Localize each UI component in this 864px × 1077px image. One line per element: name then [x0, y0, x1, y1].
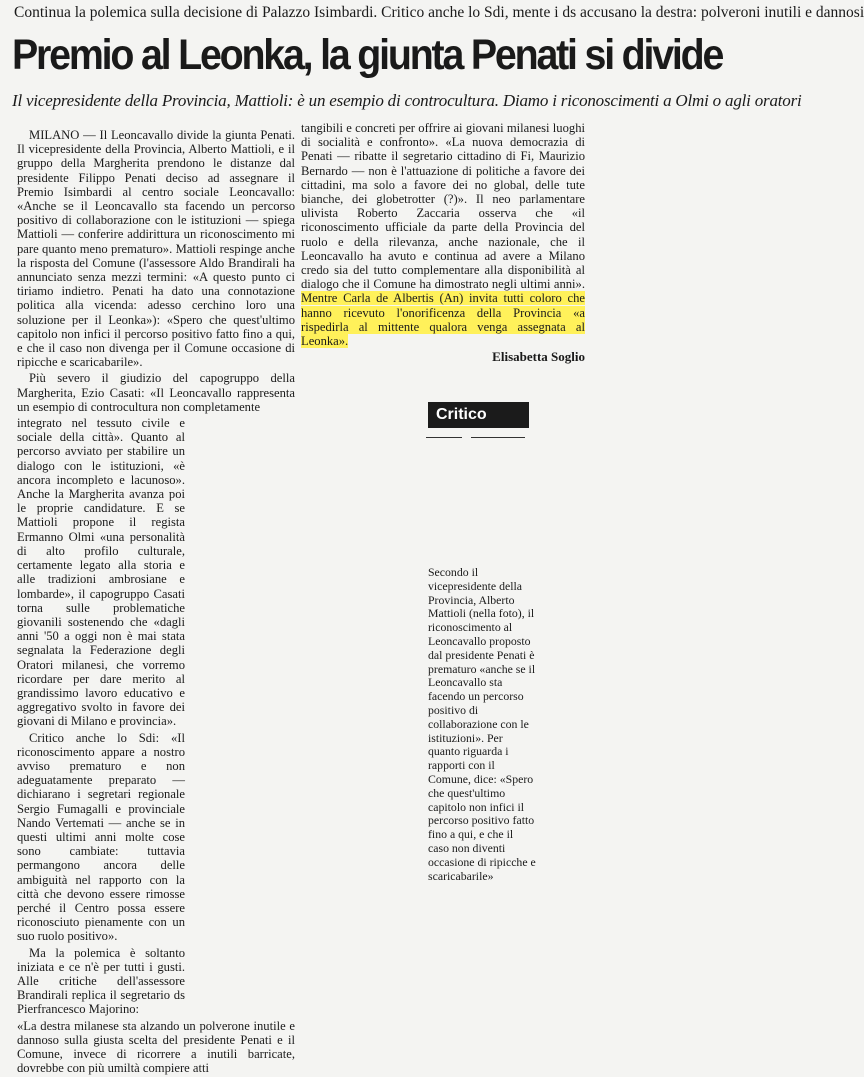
headline: Premio al Leonka, la giunta Penati si divide [12, 31, 723, 79]
paragraph: tangibili e concreti per offrire ai giovani milanesi luoghi di socialità e confronto». «La nuova democrazia di Penati — ribatte il segretario cittadino di Fi, Maurizio Bernardo — non è l'attuazione di politiche a favore dei cittadini, ma solo a favore dei no global, delle tute bianche, dei globetrotter (?)». Il neo parlamentare ulivista Roberto Zaccaria osserva che «il riconoscimento ufficiale da parte della Provincia del ruolo e della rilevanza, anche nazionale, che il Leoncavallo ha avuto e continua ad avere a Milano credo sia del tutto complementare alla disponibilità al dialogo che il Comune ha dimostrato negli ultimi anni». [301, 121, 585, 292]
photo-placeholder [380, 450, 778, 560]
article-column-2 [301, 121, 585, 364]
highlighted-text: Mentre Carla de Albertis (An) invita tutti coloro che hanno ricevuto l'onorificenza della Provincia «a rispedirla al mittente qualora venga assegnata al Leonka». [301, 291, 585, 349]
subtitle: Il vicepresidente della Provincia, Mattioli: è un esempio di controcultura. Diamo i riconoscimenti a Olmi o agli oratori [12, 91, 802, 110]
paragraph: «La destra milanese sta alzando un polverone inutile e dannoso sulla giusta scelta del presidente Penati e il Comune, invece di ricorrere a inutili barricate, dovrebbe con più umiltà compiere atti [17, 1018, 295, 1076]
byline: Elisabetta Soglio [492, 349, 585, 365]
paragraph: Ma la polemica è soltanto iniziata e ce n'è per tutti i gusti. Alle critiche dell'assessore Brandirali replica il segretario ds Pierfrancesco Majorino: [17, 945, 185, 1017]
photo-caption [428, 566, 536, 883]
narrow-text-block [17, 416, 185, 1017]
section-tag: Critico [428, 402, 529, 428]
paragraph: Più severo il giudizio del capogruppo della Margherita, Ezio Casati: «Il Leoncavallo rappresenta un esempio di controcultura non completamente [17, 371, 295, 414]
tag-rule [426, 437, 462, 438]
paragraph: integrato nel tessuto civile e sociale della città». Quanto al percorso avviato per stabilire un dialogo con le istituzioni, «è ancora incompleto e lacunoso». Anche la Margherita avanza poi le proprie candidature. E se Mattioli propone il regista Ermanno Olmi «una personalità di alto profilo culturale, certamente legato alla storia e alle tradizioni ambrosiane e lombarde», il capogruppo Casati torna sulle problematiche giovanili sostenendo che «dagli anni '50 a oggi non è mai stata segnalata la Federazione degli Oratori milanesi, che vorremo ricordare per dare merito al grandissimo lavoro educativo e aggregativo svolto in favore dei giovani di Milano e provincia». [17, 416, 185, 729]
caption-text: Secondo il vicepresidente della Provincia, Alberto Mattioli (nella foto), il riconoscimento al Leoncavallo proposto dal presidente Penati è prematuro «anche se il Leoncavallo sta facendo un percorso positivo di collaborazione con le istituzioni». Per quanto riguarda i rapporti con il Comune, dice: «Spero che quest'ultimo capitolo non infici il percorso positivo fatto fino a qui, e che il caso non diventi occasione di ripicche e scaricabarile» [428, 565, 536, 883]
paragraph: MILANO — Il Leoncavallo divide la giunta Penati. Il vicepresidente della Provincia, Alberto Mattioli, e il gruppo della Margherita prendono le distanze dal presidente Filippo Penati deciso ad assegnare il Premio Isimbardi al centro sociale Leoncavallo: «Anche se il Leoncavallo sta facendo un percorso positivo di collaborazione con le istituzioni — spiega Mattioli — conferire addirittura un riconoscimento mi pare quanto meno prematuro». Mattioli respinge anche la risposta del Comune (l'assessore Aldo Brandirali ha annunciato senza mezzi termini: «A questo punto ci tiriamo indietro. Penati ha dato una connotazione politica alla vicenda: adesso cerchino loro una soluzione per il Leonka»): «Spero che quest'ultimo capitolo non infici il percorso positivo fatto fino a qui, e che il caso non divenga per il Comune occasione di ripicche e scaricabarile». [17, 128, 295, 370]
paragraph: Critico anche lo Sdi: «Il riconoscimento appare a nostro avviso prematuro e non adeguatamente preparato — dichiarano i segretari regionale Sergio Fumagalli e provinciale Nando Vertemati — anche se in questi ultimi anni molte cose sono cambiate: tuttavia permangono ancora delle ambiguità nel rapporto con la città che devono essere rimosse perché il Centro possa essere riconosciuto pienamente con un suo ruolo positivo». [17, 730, 185, 944]
tag-rule [471, 437, 525, 438]
article-column-1 [17, 128, 295, 1077]
kicker: Continua la polemica sulla decisione di Palazzo Isimbardi. Critico anche lo Sdi, mente i ds accusano la destra: polveroni inutili e dannosi [14, 4, 864, 21]
